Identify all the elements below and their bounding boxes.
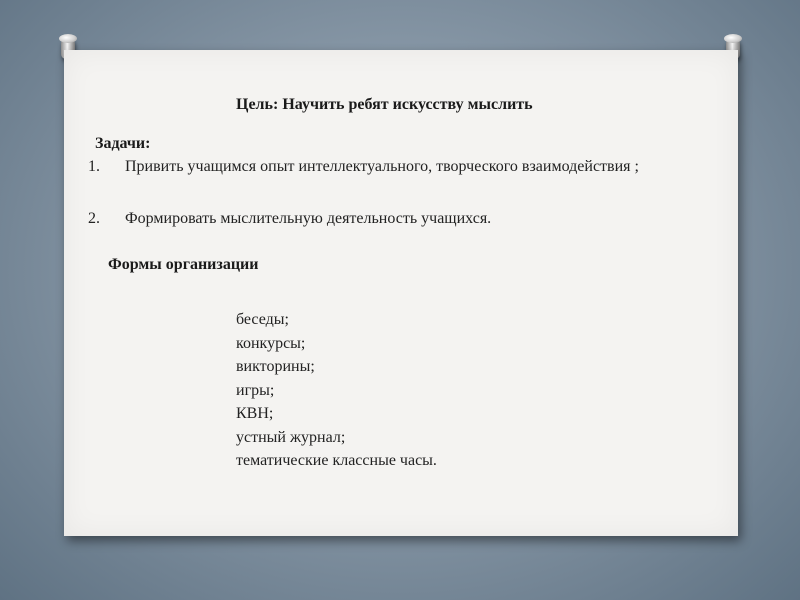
list-item: конкурсы; xyxy=(236,334,306,352)
list-item: тематические классные часы. xyxy=(236,452,437,469)
task-text: Формировать мыслительную деятельность учащихся. xyxy=(125,210,492,227)
list-item: беседы; xyxy=(236,311,289,328)
list-item: КВН; xyxy=(236,405,274,422)
list-item: викторины; xyxy=(236,358,315,375)
tasks-heading: Задачи: xyxy=(95,135,151,152)
slide-title: Цель: Научить ребят искусству мыслить xyxy=(236,96,533,113)
task-number: 1. xyxy=(88,158,100,175)
forms-heading: Формы организации xyxy=(108,256,259,273)
list-item: игры; xyxy=(236,381,275,399)
forms-list xyxy=(236,308,437,473)
task-number: 2. xyxy=(88,210,100,227)
task-text: Привить учащимся опыт интеллектуального, творческого взаимодействия ; xyxy=(125,158,639,175)
list-item: устный журнал; xyxy=(236,428,346,446)
